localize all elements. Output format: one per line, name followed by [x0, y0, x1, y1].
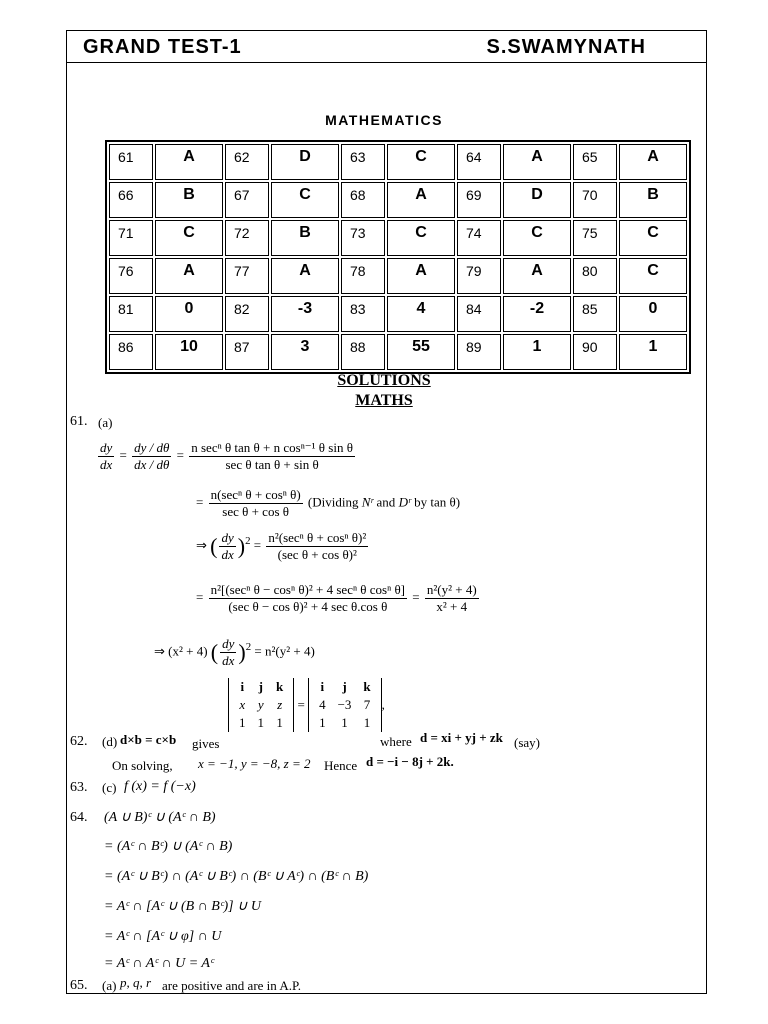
question-number: 81 [109, 296, 153, 332]
q62-values: x = −1, y = −8, z = 2 [198, 756, 311, 771]
q63-label: 63. [70, 780, 88, 795]
question-number: 65 [573, 144, 617, 180]
answer-value: C [619, 258, 687, 294]
q64-line-6: = Aᶜ ∩ Aᶜ ∩ U = Aᶜ [104, 956, 214, 971]
answer-row [109, 296, 687, 332]
question-number: 82 [225, 296, 269, 332]
matrix-cell: x [239, 697, 246, 712]
answer-value: -3 [271, 296, 339, 332]
answer-value: 0 [619, 296, 687, 332]
question-number: 77 [225, 258, 269, 294]
q63-expr: f (x) = f (−x) [124, 779, 196, 794]
question-number: 75 [573, 220, 617, 256]
q62-label: 62. [70, 734, 88, 749]
matrix-cell: 1 [239, 715, 246, 730]
question-number: 83 [341, 296, 385, 332]
answer-value: A [619, 144, 687, 180]
answer-value: B [619, 182, 687, 218]
matrix-cell: 1 [363, 715, 371, 730]
author-name: S.SWAMYNATH [486, 36, 646, 58]
matrix-cell: k [276, 679, 284, 694]
answer-value: B [155, 182, 223, 218]
answer-value: C [619, 220, 687, 256]
q62-result: d = −i − 8j + 2k. [366, 754, 454, 769]
q61-option: (a) [98, 415, 113, 430]
q61-step4: = $\frac{\text{n²[(secⁿ θ − cosⁿ θ)² + 4 secⁿ θ cosⁿ θ]}}{\text{(sec θ − cos θ)² + 4 sec θ.cos θ}}$ = $\frac{\text{n²(y² + 4)}}{\text{x² + 4}}$ [196, 582, 477, 614]
matrix-cell: z [277, 697, 283, 712]
matrix-cell: j [258, 679, 263, 694]
matrix-cell: i [320, 679, 325, 694]
q61-step5: ⇒ (x² + 4) ( $\frac{dy}{dx}$ )$^2$ = n²(y² + 4) [154, 636, 315, 668]
answer-value: C [503, 220, 571, 256]
matrix-cell: y [257, 697, 264, 712]
q61-step2: = $\frac{\text{n(secⁿ θ + cosⁿ θ)}}{\text{sec θ + cos θ}}$ (Dividing Nʳ and Dʳ by tan θ) [196, 487, 461, 519]
q65-label: 65. [70, 978, 88, 993]
q61-label: 61. [70, 414, 88, 429]
maths-title: MATHS [355, 392, 413, 409]
question-number: 89 [457, 334, 501, 370]
question-number: 64 [457, 144, 501, 180]
question-number: 67 [225, 182, 269, 218]
question-number: 86 [109, 334, 153, 370]
q62-where: where [380, 734, 412, 749]
matrix-cell: −3 [337, 697, 352, 712]
matrix-cell: 1 [341, 715, 348, 730]
answer-value: A [387, 182, 455, 218]
answer-value: C [271, 182, 339, 218]
question-number: 66 [109, 182, 153, 218]
answer-row [109, 182, 687, 218]
question-number: 72 [225, 220, 269, 256]
question-number: 70 [573, 182, 617, 218]
answer-value: B [271, 220, 339, 256]
q62-say: (say) [514, 735, 540, 750]
answer-value: A [387, 258, 455, 294]
q64-line-3: = (Aᶜ ∪ Bᶜ) ∩ (Aᶜ ∪ Bᶜ) ∩ (Bᶜ ∪ Aᶜ) ∩ (Bᶜ ∩ B) [104, 869, 369, 884]
answer-row [109, 220, 687, 256]
question-number: 61 [109, 144, 153, 180]
q62-gives: gives [192, 736, 220, 751]
q64-line-2: = (Aᶜ ∩ Bᶜ) ∪ (Aᶜ ∩ B) [104, 839, 233, 854]
q65-option: (a) [102, 978, 117, 993]
answer-value: 10 [155, 334, 223, 370]
matrix-cell: 1 [257, 715, 264, 730]
answer-key-table [105, 140, 691, 374]
test-title: GRAND TEST-1 [83, 36, 242, 58]
answer-value: 1 [503, 334, 571, 370]
answer-value: A [271, 258, 339, 294]
question-number: 63 [341, 144, 385, 180]
answer-row [109, 334, 687, 370]
answer-value: 4 [387, 296, 455, 332]
matrix-cell: k [363, 679, 371, 694]
question-number: 68 [341, 182, 385, 218]
q64-line-1: (A ∪ B)ᶜ ∪ (Aᶜ ∩ B) [104, 810, 216, 825]
answer-value: 55 [387, 334, 455, 370]
matrix-cell: i [240, 679, 245, 694]
answer-value: 3 [271, 334, 339, 370]
q61-step1: $\frac{dy}{dx}$ = $\frac{dy / d\theta}{dx / d\theta}$ = $\frac{\text{n secⁿ θ tan θ + n cosⁿ⁻¹ θ sin θ}}{\text{sec θ tan θ + sin θ}}$ [100, 440, 353, 472]
q65-text: are positive and are in A.P. [162, 978, 301, 993]
answer-value: A [503, 144, 571, 180]
answer-value: -2 [503, 296, 571, 332]
q64-label: 64. [70, 810, 88, 825]
q62-option: (d) [102, 734, 118, 749]
q65-vars: p, q, r [120, 975, 152, 990]
question-number: 88 [341, 334, 385, 370]
question-number: 79 [457, 258, 501, 294]
q63-option: (c) [102, 780, 117, 795]
question-number: 90 [573, 334, 617, 370]
q62-determinants: i j k x y z 1 1 1 = i j k 4 −3 7 1 1 1 , [228, 678, 385, 732]
question-number: 62 [225, 144, 269, 180]
answer-value: 1 [619, 334, 687, 370]
matrix-cell: 1 [319, 715, 326, 730]
question-number: 71 [109, 220, 153, 256]
answer-value: D [503, 182, 571, 218]
q62-hence: Hence [324, 758, 358, 773]
answer-value: C [155, 220, 223, 256]
question-number: 85 [573, 296, 617, 332]
question-number: 73 [341, 220, 385, 256]
answer-value: C [387, 220, 455, 256]
answer-row [109, 258, 687, 294]
matrix-cell: 1 [276, 715, 283, 730]
question-number: 74 [457, 220, 501, 256]
section-title: MATHEMATICS [325, 112, 443, 128]
q62-d-def: d = xi + yj + zk [420, 730, 503, 745]
answer-row [109, 144, 687, 180]
matrix-cell: 4 [319, 697, 326, 712]
question-number: 76 [109, 258, 153, 294]
matrix-cell: j [342, 679, 347, 694]
question-number: 84 [457, 296, 501, 332]
answer-value: D [271, 144, 339, 180]
question-number: 87 [225, 334, 269, 370]
q62-expr: d×b = c×b [120, 732, 177, 747]
question-number: 80 [573, 258, 617, 294]
header-divider [67, 62, 706, 63]
question-number: 69 [457, 182, 501, 218]
answer-value: A [155, 144, 223, 180]
answer-value: 0 [155, 296, 223, 332]
q61-step3: ⇒ ( $\frac{dy}{dx}$ )$^2$ = $\frac{\text{n²(secⁿ θ + cosⁿ θ)²}}{\text{(sec θ + cos θ)²}}$ [196, 530, 367, 562]
answer-value: A [155, 258, 223, 294]
q62-on-solving: On solving, [112, 758, 173, 773]
q64-line-5: = Aᶜ ∩ [Aᶜ ∪ φ] ∩ U [104, 929, 222, 944]
q64-line-4: = Aᶜ ∩ [Aᶜ ∪ (B ∩ Bᶜ)] ∪ U [104, 899, 261, 914]
answer-value: A [503, 258, 571, 294]
solutions-title: SOLUTIONS [337, 372, 431, 389]
answer-value: C [387, 144, 455, 180]
matrix-cell: 7 [363, 697, 371, 712]
question-number: 78 [341, 258, 385, 294]
